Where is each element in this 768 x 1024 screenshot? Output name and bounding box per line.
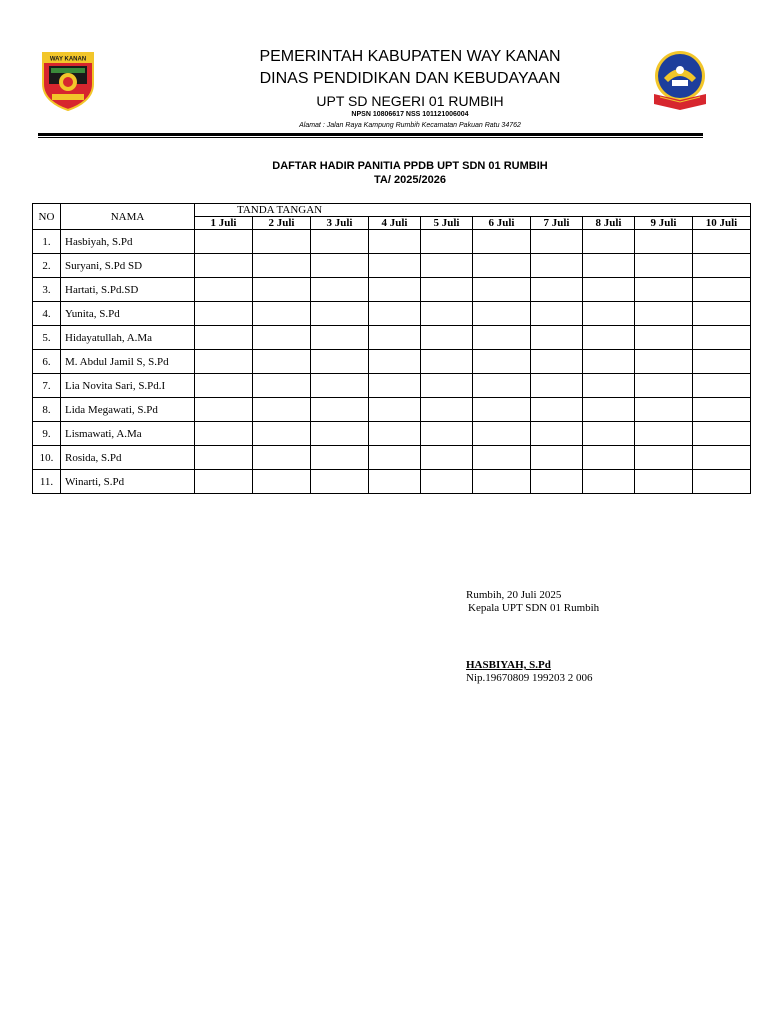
signature-cell bbox=[583, 254, 635, 278]
signature-cell bbox=[583, 374, 635, 398]
signature-cell bbox=[369, 278, 421, 302]
signature-cell bbox=[421, 374, 473, 398]
signature-cell bbox=[635, 302, 693, 326]
signature-cell bbox=[531, 230, 583, 254]
signature-cell bbox=[253, 374, 311, 398]
signature-cell bbox=[195, 470, 253, 494]
signature-cell bbox=[421, 326, 473, 350]
signature-cell bbox=[369, 398, 421, 422]
signature-cell bbox=[421, 470, 473, 494]
signature-cell bbox=[195, 398, 253, 422]
department-heading: DINAS PENDIDIKAN DAN KEBUDAYAAN bbox=[259, 70, 561, 87]
table-row bbox=[33, 302, 751, 326]
signature-cell bbox=[693, 374, 751, 398]
letterhead-rule-thin bbox=[38, 137, 703, 138]
table-row bbox=[33, 398, 751, 422]
signature-cell bbox=[473, 446, 531, 470]
signature-cell bbox=[583, 446, 635, 470]
signature-name: HASBIYAH, S.Pd bbox=[466, 659, 551, 671]
signature-cell bbox=[311, 470, 369, 494]
signature-cell bbox=[635, 278, 693, 302]
signature-cell bbox=[195, 326, 253, 350]
signature-cell bbox=[195, 422, 253, 446]
row-name: Hasbiyah, S.Pd bbox=[61, 230, 195, 254]
signature-cell bbox=[311, 350, 369, 374]
header-day: 1 Juli bbox=[195, 217, 253, 230]
row-number: 6. bbox=[33, 350, 61, 374]
row-name: Rosida, S.Pd bbox=[61, 446, 195, 470]
way-kanan-logo bbox=[40, 50, 96, 112]
signature-cell bbox=[583, 278, 635, 302]
signature-cell bbox=[369, 326, 421, 350]
signature-cell bbox=[369, 422, 421, 446]
row-number: 4. bbox=[33, 302, 61, 326]
header-day: 9 Juli bbox=[635, 217, 693, 230]
signature-cell bbox=[195, 278, 253, 302]
table-row bbox=[33, 230, 751, 254]
header-day: 4 Juli bbox=[369, 217, 421, 230]
signature-cell bbox=[421, 302, 473, 326]
signature-cell bbox=[583, 422, 635, 446]
signature-cell bbox=[693, 326, 751, 350]
table-row bbox=[33, 254, 751, 278]
signature-cell bbox=[693, 422, 751, 446]
signature-cell bbox=[195, 254, 253, 278]
signature-cell bbox=[635, 446, 693, 470]
signature-cell bbox=[421, 350, 473, 374]
signature-cell bbox=[693, 446, 751, 470]
header-day: 7 Juli bbox=[531, 217, 583, 230]
signature-cell bbox=[635, 422, 693, 446]
table-row bbox=[33, 446, 751, 470]
signature-cell bbox=[311, 374, 369, 398]
signature-cell bbox=[421, 398, 473, 422]
signature-cell bbox=[253, 422, 311, 446]
signature-cell bbox=[635, 254, 693, 278]
signature-cell bbox=[531, 254, 583, 278]
signature-cell bbox=[635, 230, 693, 254]
signature-cell bbox=[421, 278, 473, 302]
row-number: 10. bbox=[33, 446, 61, 470]
school-heading: UPT SD NEGERI 01 RUMBIH bbox=[316, 93, 504, 109]
logo-left-caption: WAY KANAN bbox=[49, 56, 87, 63]
signature-cell bbox=[253, 446, 311, 470]
signature-cell bbox=[473, 398, 531, 422]
header-day: 10 Juli bbox=[693, 217, 751, 230]
signature-cell bbox=[369, 254, 421, 278]
header-nama: NAMA bbox=[61, 204, 195, 230]
signature-cell bbox=[531, 374, 583, 398]
signature-cell bbox=[635, 326, 693, 350]
signature-cell bbox=[531, 422, 583, 446]
signature-cell bbox=[693, 350, 751, 374]
signature-cell bbox=[195, 374, 253, 398]
signature-cell bbox=[311, 302, 369, 326]
signature-cell bbox=[253, 230, 311, 254]
signature-cell bbox=[693, 398, 751, 422]
row-name: Lismawati, A.Ma bbox=[61, 422, 195, 446]
row-name: Winarti, S.Pd bbox=[61, 470, 195, 494]
signature-cell bbox=[473, 326, 531, 350]
row-number: 9. bbox=[33, 422, 61, 446]
academic-year: TA/ 2025/2026 bbox=[374, 174, 446, 186]
signature-cell bbox=[369, 302, 421, 326]
signature-cell bbox=[195, 230, 253, 254]
row-number: 8. bbox=[33, 398, 61, 422]
signature-cell bbox=[473, 470, 531, 494]
signature-cell bbox=[311, 278, 369, 302]
signature-cell bbox=[531, 278, 583, 302]
document-title: DAFTAR HADIR PANITIA PPDB UPT SDN 01 RUMBIH bbox=[272, 160, 548, 172]
government-heading: PEMERINTAH KABUPATEN WAY KANAN bbox=[259, 48, 561, 65]
table-row bbox=[33, 470, 751, 494]
school-ids: NPSN 10806617 NSS 101121006004 bbox=[351, 111, 469, 118]
signature-cell bbox=[583, 398, 635, 422]
signature-cell bbox=[195, 350, 253, 374]
signature-cell bbox=[693, 230, 751, 254]
signature-cell bbox=[473, 350, 531, 374]
letterhead-rule-thick bbox=[38, 133, 703, 136]
signature-cell bbox=[253, 278, 311, 302]
row-number: 3. bbox=[33, 278, 61, 302]
signature-cell bbox=[369, 374, 421, 398]
signature-cell bbox=[369, 470, 421, 494]
signature-cell bbox=[635, 398, 693, 422]
signature-cell bbox=[421, 230, 473, 254]
signature-cell bbox=[473, 302, 531, 326]
signature-cell bbox=[635, 350, 693, 374]
signature-cell bbox=[311, 326, 369, 350]
signature-position: Kepala UPT SDN 01 Rumbih bbox=[468, 602, 600, 614]
signature-cell bbox=[473, 374, 531, 398]
row-name: Suryani, S.Pd SD bbox=[61, 254, 195, 278]
signature-nip: Nip.19670809 199203 2 006 bbox=[466, 672, 593, 684]
signature-cell bbox=[369, 446, 421, 470]
signature-place-date: Rumbih, 20 Juli 2025 bbox=[466, 589, 562, 601]
signature-cell bbox=[473, 230, 531, 254]
header-no: NO bbox=[33, 204, 61, 230]
signature-cell bbox=[253, 254, 311, 278]
signature-cell bbox=[531, 302, 583, 326]
header-tanda-tangan: TANDA TANGAN bbox=[195, 204, 751, 217]
table-row bbox=[33, 326, 751, 350]
signature-cell bbox=[311, 230, 369, 254]
header-day: 5 Juli bbox=[421, 217, 473, 230]
table-row bbox=[33, 374, 751, 398]
attendance-table bbox=[32, 203, 751, 494]
header-day: 8 Juli bbox=[583, 217, 635, 230]
signature-cell bbox=[583, 326, 635, 350]
row-name: Hartati, S.Pd.SD bbox=[61, 278, 195, 302]
row-name: Lia Novita Sari, S.Pd.I bbox=[61, 374, 195, 398]
signature-cell bbox=[693, 302, 751, 326]
signature-cell bbox=[531, 470, 583, 494]
row-number: 1. bbox=[33, 230, 61, 254]
signature-cell bbox=[583, 302, 635, 326]
signature-cell bbox=[635, 470, 693, 494]
signature-cell bbox=[253, 302, 311, 326]
signature-cell bbox=[583, 350, 635, 374]
attendance-rows bbox=[33, 230, 751, 494]
row-number: 2. bbox=[33, 254, 61, 278]
signature-cell bbox=[635, 374, 693, 398]
signature-cell bbox=[583, 230, 635, 254]
header-day: 2 Juli bbox=[253, 217, 311, 230]
signature-cell bbox=[473, 278, 531, 302]
signature-cell bbox=[531, 326, 583, 350]
row-name: Lida Megawati, S.Pd bbox=[61, 398, 195, 422]
signature-cell bbox=[253, 326, 311, 350]
signature-cell bbox=[693, 470, 751, 494]
signature-cell bbox=[693, 254, 751, 278]
signature-cell bbox=[253, 470, 311, 494]
row-number: 5. bbox=[33, 326, 61, 350]
signature-cell bbox=[531, 350, 583, 374]
signature-cell bbox=[473, 422, 531, 446]
signature-cell bbox=[421, 422, 473, 446]
row-name: M. Abdul Jamil S, S.Pd bbox=[61, 350, 195, 374]
signature-cell bbox=[421, 254, 473, 278]
row-name: Hidayatullah, A.Ma bbox=[61, 326, 195, 350]
signature-cell bbox=[311, 398, 369, 422]
signature-cell bbox=[311, 422, 369, 446]
header-day: 3 Juli bbox=[311, 217, 369, 230]
school-address: Alamat : Jalan Raya Kampung Rumbih Kecamatan Pakuan Ratu 34762 bbox=[299, 122, 521, 129]
signature-cell bbox=[421, 446, 473, 470]
signature-cell bbox=[369, 350, 421, 374]
table-row bbox=[33, 278, 751, 302]
signature-cell bbox=[253, 398, 311, 422]
signature-cell bbox=[693, 278, 751, 302]
row-number: 7. bbox=[33, 374, 61, 398]
signature-cell bbox=[531, 446, 583, 470]
row-number: 11. bbox=[33, 470, 61, 494]
signature-cell bbox=[311, 446, 369, 470]
signature-cell bbox=[311, 254, 369, 278]
signature-cell bbox=[195, 302, 253, 326]
signature-cell bbox=[195, 446, 253, 470]
signature-cell bbox=[369, 230, 421, 254]
signature-cell bbox=[473, 254, 531, 278]
signature-cell bbox=[253, 350, 311, 374]
row-name: Yunita, S.Pd bbox=[61, 302, 195, 326]
signature-cell bbox=[583, 470, 635, 494]
table-row bbox=[33, 350, 751, 374]
header-day: 6 Juli bbox=[473, 217, 531, 230]
table-row bbox=[33, 422, 751, 446]
signature-cell bbox=[531, 398, 583, 422]
